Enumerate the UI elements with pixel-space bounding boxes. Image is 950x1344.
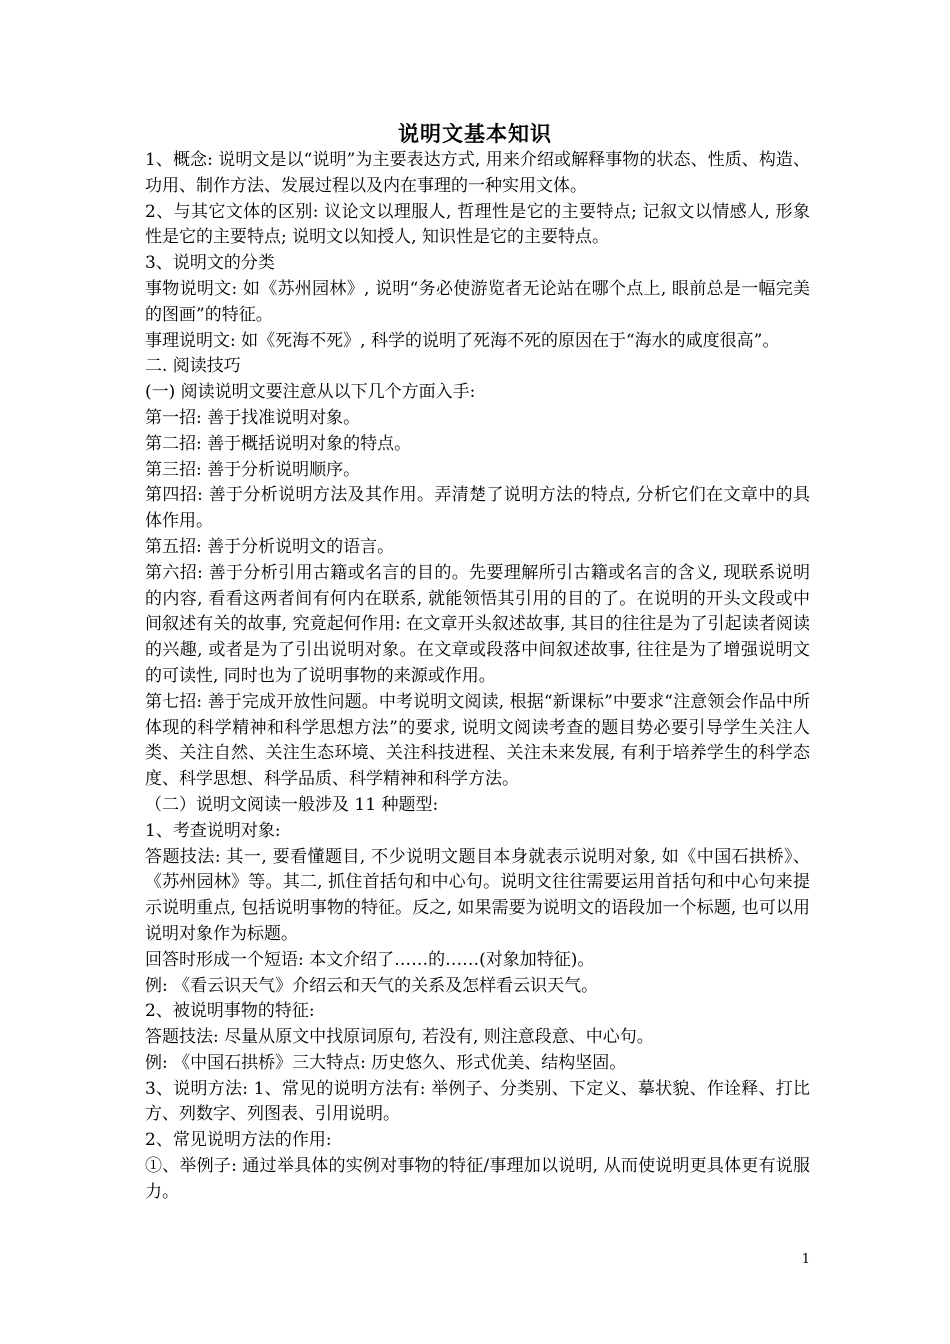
section-heading-reading-skills: 二. 阅读技巧 <box>145 356 241 377</box>
paragraph-classification-heading: 3、说明文的分类 <box>145 253 275 274</box>
method-functions-heading: 2、常见说明方法的作用: <box>145 1130 332 1151</box>
document-title: 说明文基本知识 <box>398 121 552 146</box>
tip-4: 第四招: 善于分析说明方法及其作用。弄清楚了说明方法的特点, 分析它们在文章中的具体作用。 <box>145 485 810 532</box>
paragraph-object-explanation: 事物说明文: 如《苏州园林》, 说明“务必使游览者无论站在哪个点上, 眼前总是一幅完美的图画”的特征。 <box>145 278 810 325</box>
question-type-1-answer-form: 回答时形成一个短语: 本文介绍了……的……(对象加特征)。 <box>145 949 595 970</box>
paragraph-reason-explanation: 事理说明文: 如《死海不死》, 科学的说明了死海不死的原因在于“海水的咸度很高”。 <box>145 330 780 351</box>
subsection-heading-reading-aspects: (一) 阅读说明文要注意从以下几个方面入手: <box>145 382 476 403</box>
question-type-1-example: 例: 《看云识天气》介绍云和天气的关系及怎样看云识天气。 <box>145 975 599 996</box>
question-type-2-technique: 答题技法: 尽量从原文中找原词原句, 若没有, 则注意段意、中心句。 <box>145 1027 654 1048</box>
tip-5: 第五招: 善于分析说明文的语言。 <box>145 536 395 557</box>
question-type-3-methods: 3、说明方法: 1、常见的说明方法有: 举例子、分类别、下定义、摹状貌、作诠释、打比方、列数字、列图表、引用说明。 <box>145 1078 810 1125</box>
question-type-2-example: 例: 《中国石拱桥》三大特点: 历史悠久、形式优美、结构坚固。 <box>145 1052 627 1073</box>
question-type-1-technique: 答题技法: 其一, 要看懂题目, 不少说明文题目本身就表示说明对象, 如《中国石拱桥》、《苏州园林》等。其二, 抓住首括句和中心句。说明文往往需要运用首括句和中心句来提示说明重点, 包括说明事物的特征。反之, 如果需要为说明文的语段加一个标题, 也可以用说明对象作为标题。 <box>145 846 810 944</box>
page-number: 1 <box>801 1252 810 1267</box>
tip-2: 第二招: 善于概括说明对象的特点。 <box>145 433 412 454</box>
question-type-2-heading: 2、被说明事物的特征: <box>145 1001 315 1022</box>
subsection-heading-question-types: （二）说明文阅读一般涉及 11 种题型: <box>145 794 439 815</box>
question-type-1-heading: 1、考查说明对象: <box>145 820 281 841</box>
tip-1: 第一招: 善于找准说明对象。 <box>145 407 361 428</box>
document-body <box>145 148 810 1206</box>
tip-6: 第六招: 善于分析引用古籍或名言的目的。先要理解所引古籍或名言的含义, 现联系说明的内容, 看看这两者间有何内在联系, 就能领悟其引用的目的了。在说明的开头文段或中间叙述有关的故事, 究竟起何作用: 在文章开头叙述故事, 其目的往往是为了引起读者阅读的兴趣, 或者是为了引出说明对象。在文章或段落中间叙述故事, 往往是为了增强说明文的可读性, 同时也为了说明事物的来源或作用。 <box>145 562 810 686</box>
tip-3: 第三招: 善于分析说明顺序。 <box>145 459 361 480</box>
tip-7: 第七招: 善于完成开放性问题。中考说明文阅读, 根据“新课标”中要求“注意领会作品中所体现的科学精神和科学思想方法”的要求, 说明文阅读考查的题目势必要引导学生关注人类、关注自然、关注生态环境、关注科技进程、关注未来发展, 有利于培养学生的科学态度、科学思想、科学品质、科学精神和科学方法。 <box>145 691 810 790</box>
method-function-example: ①、举例子: 通过举具体的实例对事物的特征/事理加以说明, 从而使说明更具体更有说服力。 <box>145 1156 810 1202</box>
paragraph-concept: 1、概念: 说明文是以“说明”为主要表达方式, 用来介绍或解释事物的状态、性质、构造、功用、制作方法、发展过程以及内在事理的一种实用文体。 <box>145 150 810 196</box>
paragraph-difference: 2、与其它文体的区别: 议论文以理服人, 哲理性是它的主要特点; 记叙文以情感人, 形象性是它的主要特点; 说明文以知授人, 知识性是它的主要特点。 <box>145 201 810 248</box>
